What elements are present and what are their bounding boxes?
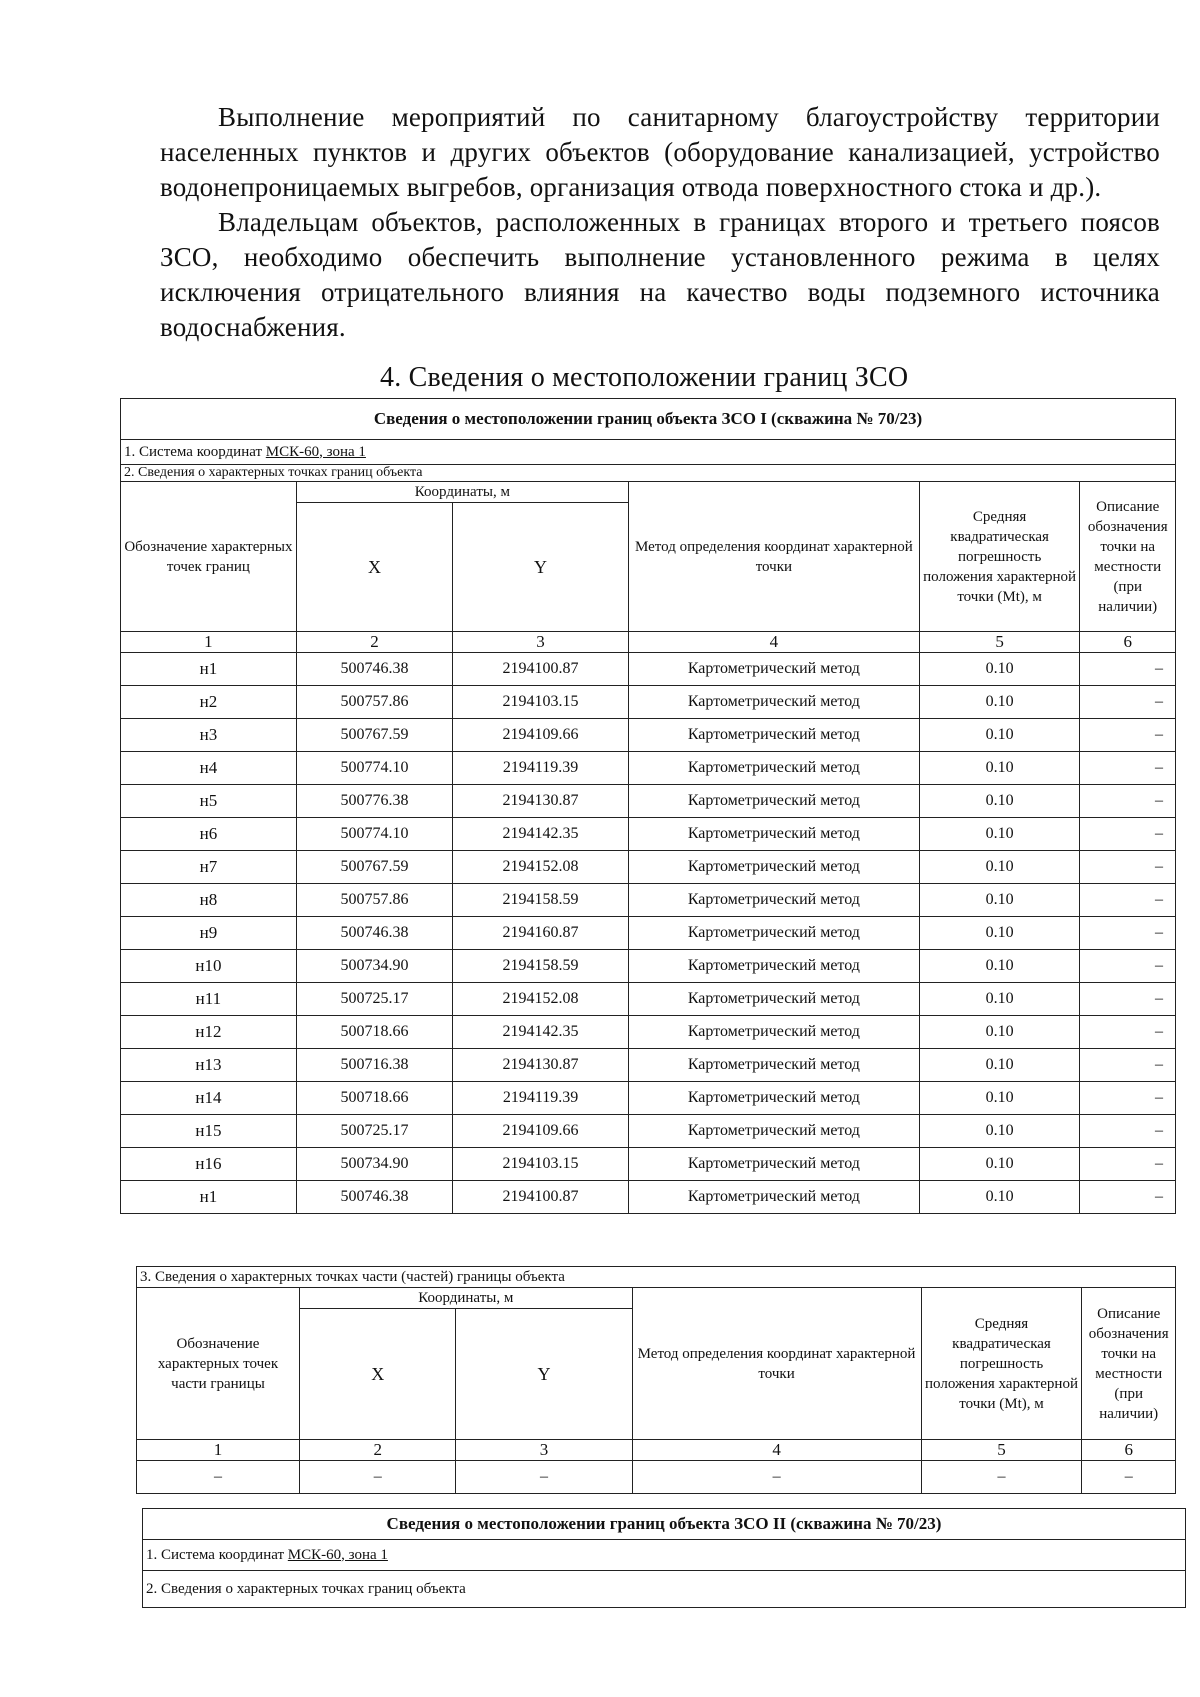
point-name: н1 <box>121 1181 297 1214</box>
description: – <box>1080 785 1176 818</box>
zso1-header-description: Описание обозначения точки на местности (при наличии) <box>1080 482 1176 632</box>
column-number: 6 <box>1082 1440 1176 1461</box>
method: Картометрический метод <box>628 1049 919 1082</box>
parts-column-numbers <box>137 1440 1176 1461</box>
point-name: н2 <box>121 686 297 719</box>
coordinate-y: 2194109.66 <box>453 1115 629 1148</box>
description: – <box>1080 686 1176 719</box>
error-value: 0.10 <box>919 719 1080 752</box>
method: Картометрический метод <box>628 719 919 752</box>
parts-table <box>136 1266 1176 1494</box>
method: Картометрический метод <box>628 752 919 785</box>
coordinate-y: 2194152.08 <box>453 983 629 1016</box>
coordinate-y: 2194142.35 <box>453 1016 629 1049</box>
method: Картометрический метод <box>628 917 919 950</box>
zso2-table <box>142 1508 1186 1608</box>
description: – <box>1080 1181 1176 1214</box>
point-name: н4 <box>121 752 297 785</box>
method: Картометрический метод <box>628 653 919 686</box>
zso1-header-method: Метод определения координат характерной точки <box>628 482 919 632</box>
description: – <box>1080 1082 1176 1115</box>
description: – <box>1080 917 1176 950</box>
coordinate-x: 500767.59 <box>296 851 452 884</box>
description: – <box>1080 818 1176 851</box>
coordinate-x: 500774.10 <box>296 752 452 785</box>
table-row <box>121 818 1176 851</box>
description: – <box>1080 1148 1176 1181</box>
column-number: 3 <box>453 632 629 653</box>
error-value: 0.10 <box>919 884 1080 917</box>
coordinate-y: 2194103.15 <box>453 686 629 719</box>
table-row <box>121 653 1176 686</box>
intro-text <box>160 100 1160 345</box>
zso1-points-heading: 2. Сведения о характерных точках границ объекта <box>121 465 1176 482</box>
table-row <box>121 1082 1176 1115</box>
zso2-coord-system-value: МСК-60, зона 1 <box>287 1546 388 1563</box>
table-cell: – <box>300 1461 456 1494</box>
column-number: 6 <box>1080 632 1176 653</box>
zso1-header-error: Средняя квадратическая погрешность положения характерной точки (Mt), м <box>919 482 1080 632</box>
table-row <box>121 686 1176 719</box>
table-cell: – <box>632 1461 921 1494</box>
point-name: н16 <box>121 1148 297 1181</box>
coordinate-x: 500718.66 <box>296 1082 452 1115</box>
parts-header-designation: Обозначение характерных точек части границы <box>137 1288 300 1440</box>
zso1-coord-system: 1. Система координат МСК-60, зона 1 <box>121 440 1176 465</box>
coordinate-x: 500757.86 <box>296 686 452 719</box>
point-name: н8 <box>121 884 297 917</box>
coordinate-y: 2194158.59 <box>453 950 629 983</box>
method: Картометрический метод <box>628 1082 919 1115</box>
description: – <box>1080 653 1176 686</box>
table-row <box>121 1016 1176 1049</box>
error-value: 0.10 <box>919 983 1080 1016</box>
zso1-header-x: X <box>296 503 452 632</box>
coordinate-x: 500757.86 <box>296 884 452 917</box>
zso1-column-numbers <box>121 632 1176 653</box>
coordinate-y: 2194109.66 <box>453 719 629 752</box>
point-name: н5 <box>121 785 297 818</box>
coordinate-y: 2194119.39 <box>453 1082 629 1115</box>
coordinate-x: 500767.59 <box>296 719 452 752</box>
zso1-coord-system-value: МСК-60, зона 1 <box>265 443 366 460</box>
coordinate-x: 500746.38 <box>296 653 452 686</box>
method: Картометрический метод <box>628 686 919 719</box>
description: – <box>1080 1016 1176 1049</box>
error-value: 0.10 <box>919 1049 1080 1082</box>
column-number: 2 <box>296 632 452 653</box>
zso1-header-designation: Обозначение характерных точек границ <box>121 482 297 632</box>
description: – <box>1080 752 1176 785</box>
coordinate-x: 500734.90 <box>296 950 452 983</box>
description: – <box>1080 1115 1176 1148</box>
coordinate-x: 500725.17 <box>296 1115 452 1148</box>
coordinate-y: 2194158.59 <box>453 884 629 917</box>
table-row <box>121 884 1176 917</box>
table-row <box>121 917 1176 950</box>
zso2-coord-system: 1. Система координат МСК-60, зона 1 <box>143 1540 1186 1571</box>
coordinate-x: 500746.38 <box>296 1181 452 1214</box>
zso2-points-heading: 2. Сведения о характерных точках границ объекта <box>143 1571 1186 1608</box>
zso1-table <box>120 398 1176 1214</box>
point-name: н3 <box>121 719 297 752</box>
zso1-rows <box>121 653 1176 1214</box>
point-name: н9 <box>121 917 297 950</box>
description: – <box>1080 950 1176 983</box>
error-value: 0.10 <box>919 1115 1080 1148</box>
method: Картометрический метод <box>628 1181 919 1214</box>
coordinate-x: 500734.90 <box>296 1148 452 1181</box>
table-row <box>121 851 1176 884</box>
parts-header-description: Описание обозначения точки на местности (при наличии) <box>1082 1288 1176 1440</box>
coordinate-y: 2194100.87 <box>453 653 629 686</box>
coordinate-y: 2194160.87 <box>453 917 629 950</box>
table-cell: – <box>1082 1461 1176 1494</box>
error-value: 0.10 <box>919 950 1080 983</box>
parts-header-y: Y <box>456 1309 632 1440</box>
zso1-header-coordinates: Координаты, м <box>296 482 628 503</box>
description: – <box>1080 884 1176 917</box>
table-row <box>121 752 1176 785</box>
coordinate-y: 2194142.35 <box>453 818 629 851</box>
error-value: 0.10 <box>919 851 1080 884</box>
point-name: н1 <box>121 653 297 686</box>
column-number: 5 <box>919 632 1080 653</box>
coordinate-y: 2194103.15 <box>453 1148 629 1181</box>
error-value: 0.10 <box>919 1016 1080 1049</box>
method: Картометрический метод <box>628 785 919 818</box>
table-cell: – <box>456 1461 632 1494</box>
error-value: 0.10 <box>919 785 1080 818</box>
parts-header-x: X <box>300 1309 456 1440</box>
point-name: н15 <box>121 1115 297 1148</box>
description: – <box>1080 1049 1176 1082</box>
method: Картометрический метод <box>628 851 919 884</box>
method: Картометрический метод <box>628 818 919 851</box>
method: Картометрический метод <box>628 1148 919 1181</box>
point-name: н14 <box>121 1082 297 1115</box>
point-name: н6 <box>121 818 297 851</box>
point-name: н10 <box>121 950 297 983</box>
parts-header-method: Метод определения координат характерной точки <box>632 1288 921 1440</box>
error-value: 0.10 <box>919 818 1080 851</box>
coordinate-x: 500716.38 <box>296 1049 452 1082</box>
coordinate-y: 2194119.39 <box>453 752 629 785</box>
coordinate-x: 500774.10 <box>296 818 452 851</box>
coordinate-x: 500776.38 <box>296 785 452 818</box>
point-name: н12 <box>121 1016 297 1049</box>
method: Картометрический метод <box>628 950 919 983</box>
table-cell: – <box>137 1461 300 1494</box>
point-name: н11 <box>121 983 297 1016</box>
coordinate-x: 500746.38 <box>296 917 452 950</box>
coordinate-x: 500718.66 <box>296 1016 452 1049</box>
parts-empty-row <box>137 1461 1176 1494</box>
error-value: 0.10 <box>919 686 1080 719</box>
method: Картометрический метод <box>628 983 919 1016</box>
coordinate-y: 2194130.87 <box>453 1049 629 1082</box>
description: – <box>1080 983 1176 1016</box>
column-number: 1 <box>137 1440 300 1461</box>
table-row <box>121 1148 1176 1181</box>
table-cell: – <box>921 1461 1082 1494</box>
point-name: н7 <box>121 851 297 884</box>
zso1-title: Сведения о местоположении границ объекта ЗСО I (скважина № 70/23) <box>121 399 1176 440</box>
zso2-title: Сведения о местоположении границ объекта ЗСО II (скважина № 70/23) <box>143 1509 1186 1540</box>
method: Картометрический метод <box>628 884 919 917</box>
error-value: 0.10 <box>919 1148 1080 1181</box>
column-number: 5 <box>921 1440 1082 1461</box>
zso1-header-y: Y <box>453 503 629 632</box>
description: – <box>1080 851 1176 884</box>
coordinate-x: 500725.17 <box>296 983 452 1016</box>
parts-heading: 3. Сведения о характерных точках части (частей) границы объекта <box>137 1267 1176 1288</box>
table-row <box>121 1049 1176 1082</box>
error-value: 0.10 <box>919 1082 1080 1115</box>
error-value: 0.10 <box>919 1181 1080 1214</box>
coordinate-y: 2194130.87 <box>453 785 629 818</box>
section-title: 4. Сведения о местоположении границ ЗСО <box>380 362 909 393</box>
error-value: 0.10 <box>919 653 1080 686</box>
column-number: 4 <box>632 1440 921 1461</box>
table-row <box>121 719 1176 752</box>
column-number: 2 <box>300 1440 456 1461</box>
error-value: 0.10 <box>919 752 1080 785</box>
method: Картометрический метод <box>628 1016 919 1049</box>
parts-header-coordinates: Координаты, м <box>300 1288 633 1309</box>
intro-paragraph-1: Выполнение мероприятий по санитарному благоустройству территории населенных пунктов и других объектов (оборудование канализацией, устройство водонепроницаемых выгребов, организация отвода поверхностного стока и др.). <box>160 102 1160 202</box>
table-row <box>121 1115 1176 1148</box>
table-row <box>121 1181 1176 1214</box>
table-row <box>121 950 1176 983</box>
column-number: 4 <box>628 632 919 653</box>
table-row <box>121 983 1176 1016</box>
error-value: 0.10 <box>919 917 1080 950</box>
table-row <box>121 785 1176 818</box>
coordinate-y: 2194152.08 <box>453 851 629 884</box>
column-number: 3 <box>456 1440 632 1461</box>
parts-header-error: Средняя квадратическая погрешность положения характерной точки (Mt), м <box>921 1288 1082 1440</box>
column-number: 1 <box>121 632 297 653</box>
coordinate-y: 2194100.87 <box>453 1181 629 1214</box>
method: Картометрический метод <box>628 1115 919 1148</box>
description: – <box>1080 719 1176 752</box>
intro-paragraph-2: Владельцам объектов, расположенных в границах второго и третьего поясов ЗСО, необходимо обеспечить выполнение установленного режима в целях исключения отрицательного влияния на качество воды подземного источника водоснабжения. <box>160 207 1160 342</box>
point-name: н13 <box>121 1049 297 1082</box>
